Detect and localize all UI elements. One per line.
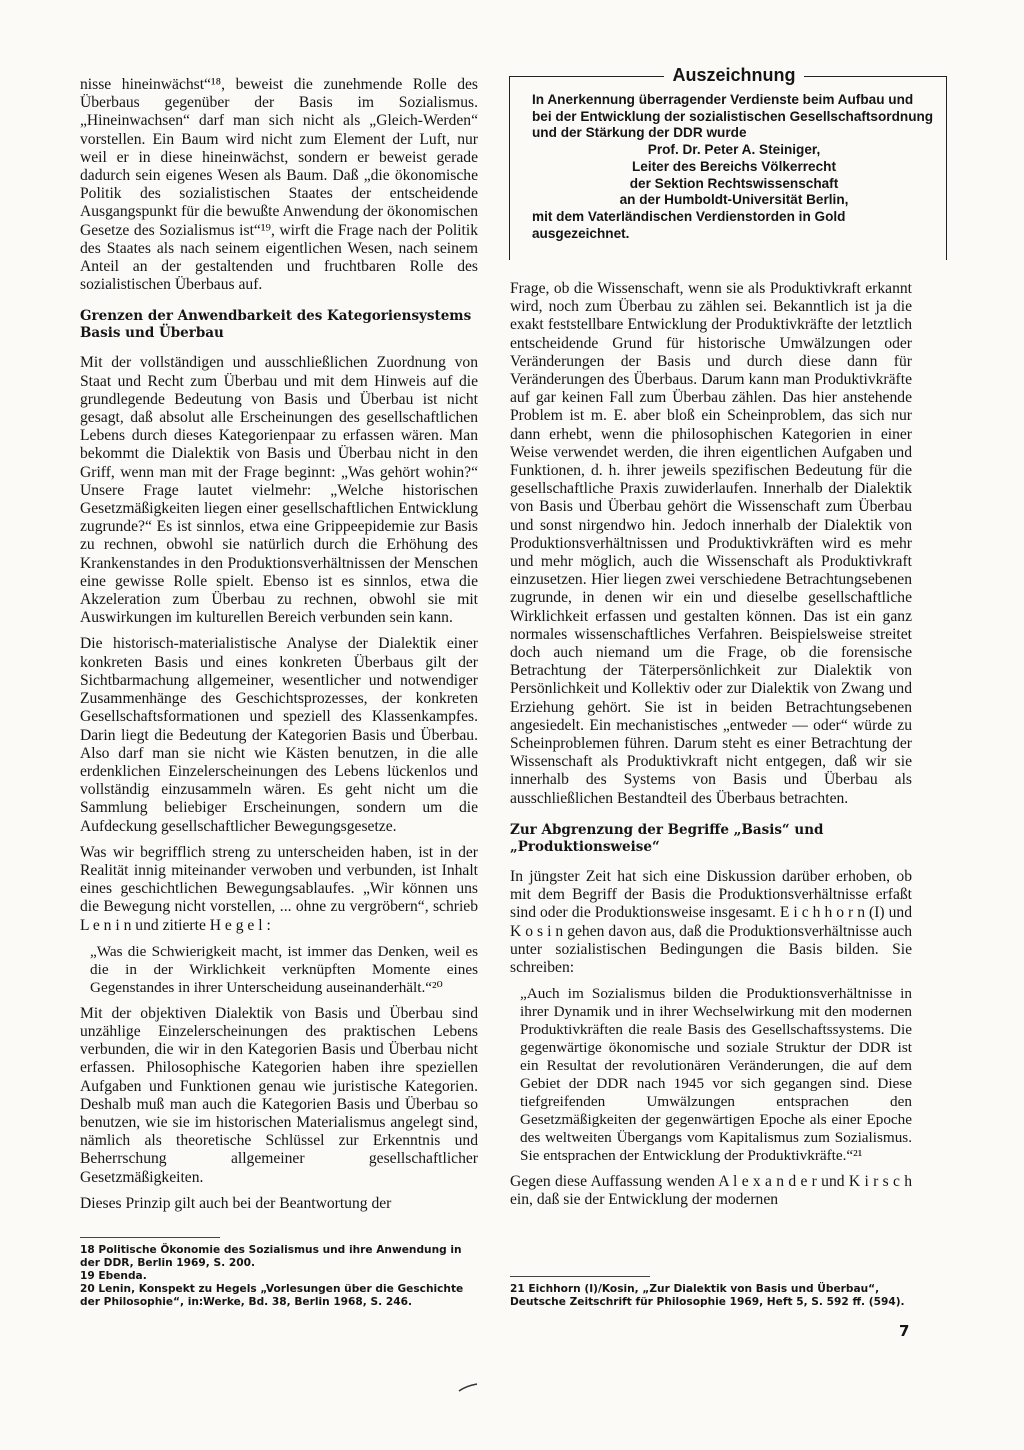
- award-recipient-role: Leiter des Bereichs Völkerrecht: [632, 158, 836, 174]
- award-intro: In Anerkennung überragender Verdienste beim Aufbau und bei der Entwicklung der sozialistischen Gesellschaftsordnung und der Stärkung der DDR wurde: [532, 92, 934, 141]
- paragraph: Mit der vollständigen und ausschließlichen Zuordnung von Staat und Recht zum Überbau und mit dem Hinweis auf die grundlegende Bedeutung von Basis und Überbau ist nicht gesagt, daß absolut alle Erscheinungen des gesellschaftlichen Lebens durch dieses Kategorienpaar zu erfassen wären. Man bekommt die Dialektik von Basis und Überbau nicht in den Griff, wenn man mit der Frage beginnt: „Was gehört wohin?“ Unsere Frage lautet vielmehr: „Welche historischen Gesetzmäßigkeiten liegen einer gesellschaftlichen Entwicklung zugrunde?“ Es ist sinnlos, etwa eine Grippeepidemie zur Basis zu rechnen, obwohl sie natürlich durch die Erhöhung des Krankenstandes in den Produktionsverhältnissen der Menschen eine gewisse Rolle spielt. Ebenso ist es sinnlos, etwa die Akzeleration zum Überbau zu rechnen, obwohl sie mit Auswirkungen im kulturellen Bereich verbunden sein kann.: [80, 354, 478, 627]
- section-heading: Grenzen der Anwendbarkeit des Kategoriensystems Basis und Überbau: [80, 308, 472, 342]
- footnote: 18 Politische Ökonomie des Sozialismus und ihre Anwendung in der DDR, Berlin 1969, S. 200.: [80, 1244, 462, 1269]
- left-column: [80, 76, 478, 1221]
- paragraph: nisse hineinwächst“¹⁸, beweist die zunehmende Rolle des Überbaus gegenüber der Basis im Sozialismus. „Hineinwachsen“ darf man sich nicht als „Gleich-Werden“ vorstellen. Ein Baum wird nicht zum Element der Luft, nur weil er in diese hineinwächst, sondern er beweist gerade dadurch sein eigenes Wesen als Baum. Daß „die ökonomische Politik des sozialistischen Staates der entscheidende Ausgangspunkt für die bewußte Anwendung der ökonomischen Gesetze des Sozialismus ist“¹⁹, wirft die Frage nach der Politik des Staates als nach seinem eigentlichen Wesen, nach seinem Anteil an der gestaltenden und fruchtbaren Rolle des sozialistischen Überbaus auf.: [80, 76, 478, 294]
- paragraph: Dieses Prinzip gilt auch bei der Beantwortung der: [80, 1194, 392, 1212]
- block-quote: „Auch im Sozialismus bilden die Produktionsverhältnisse in ihrer Dynamik und in ihrer Wechselwirkung mit den modernen Produktivkräften die reale Basis des Gesellschaftssystems. Die gegenwärtige ökonomische und soziale Struktur der DDR ist ein Resultat der revolutionären Veränderungen, die auf dem Gebiet der DDR nach 1945 vor sich gegangen sind. Diese tiefgreifenden Umwälzungen entsprachen den Gesetzmäßigkeiten der gegenwärtigen Epoche als einer Epoche des weltweiten Übergangs vom Kapitalismus zum Sozialismus. Sie entsprachen der Entwicklung der Produktivkräfte.“²¹: [520, 985, 912, 1165]
- paragraph: In jüngster Zeit hat sich eine Diskussion darüber erhoben, ob mit dem Begriff der Basis die Produktionsverhältnisse erfaßt sind oder die Produktionsweise insgesamt. E i c h h o r n (I) und K o s i n gehen davon aus, daß die Produktionsverhältnisse auch unter sozialistischen Bedingungen die Basis bilden. Sie schreiben:: [510, 867, 912, 976]
- paragraph: Frage, ob die Wissenschaft, wenn sie als Produktivkraft erkannt wird, noch zum Überbau zu zählen sei. Bekanntlich ist ja die exakt feststellbare Entwicklung der Produktivkräfte der letztlich entscheidende Grund für historische Umwälzungen oder Veränderungen der Basis und durch diese dann für Veränderungen des Überbaus. Darum kann man Produktivkräfte auf gar keinen Fall zum Überbau zählen. Das hier anstehende Problem ist m. E. aber bloß ein Scheinproblem, das sich nur dann erhebt, wenn die philosophischen Kategorien in einer Weise verwendet werden, die ihren eigentlichen Aufgaben und Funktionen, d. h. ihrer jeweils spezifischen Bedeutung für die gesellschaftliche Praxis zuwiderlaufen. Innerhalb der Dialektik von Basis und Überbau gehört die Wissenschaft zum Überbau und sonst nirgendwo hin. Jedoch innerhalb der Dialektik von Produktionsverhältnissen und Produktivkräften wird es mehr und mehr möglich, auch die Wissenschaft als Produktivkraft einzusetzen. Hier liegen zwei verschiedene Betrachtungsebenen zugrunde, in denen wir ein und dieselbe gesellschaftliche Wirklichkeit erfassen und gestalten können. Das ist ein ganz normales wissenschaftliches Verfahren. Beispielsweise streitet doch auch niemand um die Frage, ob die forensische Betrachtung der Täterpersönlichkeit zur Dialektik von Persönlichkeit und Kollektiv oder zur Dialektik von Zwang und Erziehung gehört. Sie ist in beiden Betrachtungsebenen angesiedelt. Ein mechanistisches „entweder — oder“ würde zu Scheinproblemen führen. Darum steht es einer Betrachtung der Wissenschaft als Produktivkraft nicht entgegen, daß wir sie innerhalb des Systems von Basis und Überbau als ausschließlichen Bestandteil des Überbaus betrachten.: [510, 280, 912, 807]
- page-number: 7: [899, 1322, 910, 1340]
- section-heading: Zur Abgrenzung der Begriffe „Basis“ und „Produktionsweise“: [510, 821, 824, 855]
- block-quote: „Was die Schwierigkeit macht, ist immer das Denken, weil es die in der Wirklichkeit verknüpften Momente eines Gegenstandes in ihrer Unterscheidung auseinanderhält.“²⁰: [90, 942, 478, 996]
- footnote: 20 Lenin, Konspekt zu Hegels „Vorlesungen über die Geschichte der Philosophie“, in:Werke, Bd. 38, Berlin 1968, S. 246.: [80, 1283, 464, 1308]
- award-recipient-section: der Sektion Rechtswissenschaft: [629, 175, 839, 191]
- footnote-rule: [510, 1276, 650, 1277]
- footnote-rule: [80, 1237, 220, 1238]
- footnotes-left: [80, 1237, 480, 1309]
- paragraph: Was wir begrifflich streng zu unterscheiden haben, ist in der Realität innig miteinander verwoben und verbunden, ist Inhalt eines geschichtlichen Bewegungsablaufes. „Wir können uns die Bewegung nicht vorstellen, ... ohne zu vergröbern“, schrieb L e n i n und zitierte H e g e l :: [80, 843, 478, 934]
- footnote: 21 Eichhorn (I)/Kosin, „Zur Dialektik von Basis und Überbau“, Deutsche Zeitschrift für Philosophie 1969, Heft 5, S. 592 ff. (594).: [510, 1283, 905, 1308]
- award-title: Auszeichnung: [664, 65, 804, 86]
- award-recipient-name: Prof. Dr. Peter A. Steiniger,: [647, 142, 821, 158]
- paragraph: Mit der objektiven Dialektik von Basis und Überbau sind unzählige Einzelerscheinungen des praktischen Lebens verbunden, die wir in den Kategorien Basis und Überbau nicht erfassen. Philosophische Kategorien haben ihre speziellen Aufgaben und Funktionen genau wie juristische Kategorien. Deshalb muß man auch die Kategorien Basis und Überbau so benutzen, wie sie im historischen Materialismus angelegt sind, nämlich als theoretische Schlüssel zur Erkenntnis und Beherrschung allgemeiner gesellschaftlicher Gesetzmäßigkeiten.: [80, 1004, 478, 1186]
- award-recipient-university: an der Humboldt-Universität Berlin,: [619, 192, 849, 208]
- ink-smudge-mark: [458, 1383, 478, 1393]
- footnote: 19 Ebenda.: [80, 1270, 147, 1282]
- paragraph: Gegen diese Auffassung wenden A l e x a n d e r und K i r s c h ein, daß sie der Entwicklung der modernen: [510, 1173, 912, 1209]
- award-notice-box: [509, 65, 947, 260]
- right-column: [510, 280, 912, 1218]
- award-outro: mit dem Vaterländischen Verdienstorden in Gold ausgezeichnet.: [532, 208, 846, 241]
- footnotes-right: [510, 1276, 920, 1309]
- paragraph: Die historisch-materialistische Analyse der Dialektik einer konkreten Basis und eines konkreten Überbaus gilt der Sichtbarmachung allgemeiner, wesentlicher und notwendiger Zusammenhänge des Geschichtsprozesses, der konkreten Gesellschaftsformationen und speziell des Klassenkampfes. Darin liegt die Bedeutung der Kategorien Basis und Überbau. Also darf man sie nicht wie Kästen benutzen, in die alle erdenklichen Einzelerscheinungen des Lebens lückenlos und vollständig einzusammeln wären. Es geht nicht um die Sammlung beliebiger Erscheinungen, sondern um die Aufdeckung gesellschaftlicher Bewegungsgesetze.: [80, 635, 478, 835]
